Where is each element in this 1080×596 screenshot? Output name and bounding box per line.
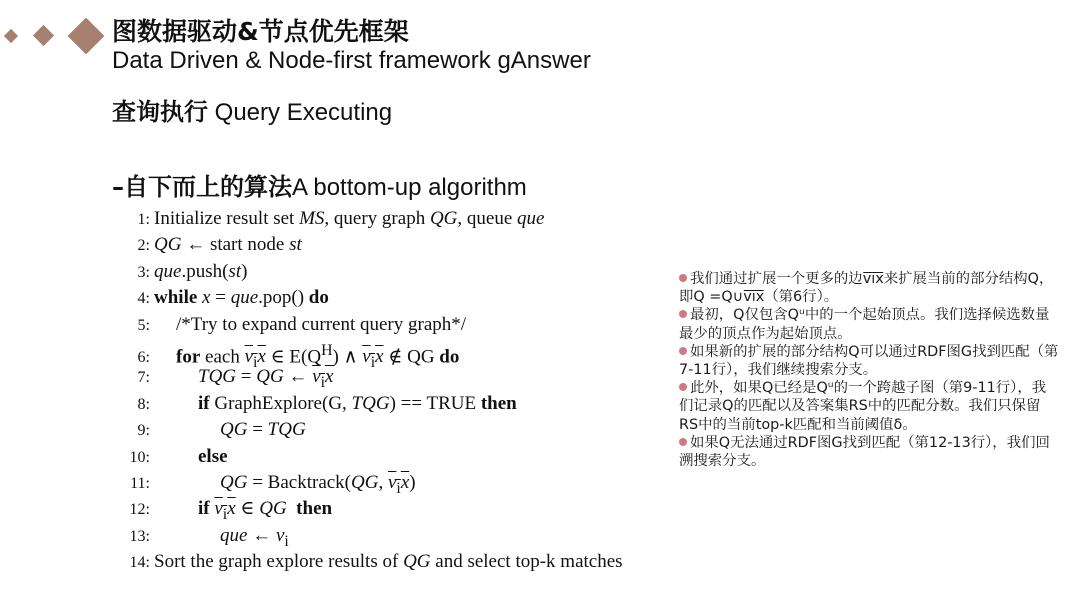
code-text: Sort the graph explore results of xyxy=(154,551,404,573)
code-sub: i xyxy=(284,532,289,550)
code-var: st xyxy=(228,260,242,282)
code-keyword: while xyxy=(154,287,198,309)
code-sub: i xyxy=(320,374,326,392)
note-text: 如果新的扩展的部分结构Q可以通过RDF图G找到匹配（第7-11行），我们继续搜索分支。 xyxy=(679,343,1059,379)
line-number: 9: xyxy=(137,422,150,440)
algorithm-line-2 xyxy=(120,232,623,258)
code-text: , xyxy=(378,471,388,493)
code-var: QG xyxy=(256,366,284,388)
section-heading-chinese: –自下而上的算法 xyxy=(112,173,292,201)
code-var: TQG xyxy=(267,419,306,441)
algorithm-line-1 xyxy=(120,206,623,232)
code-keyword: then xyxy=(480,392,517,414)
code-var: x xyxy=(400,471,410,493)
code-var: v xyxy=(362,346,371,368)
code-var: que xyxy=(220,524,248,546)
note-paragraph xyxy=(679,343,1059,379)
code-var: que xyxy=(230,287,259,309)
code-text: = xyxy=(236,366,257,388)
code-text: ) xyxy=(409,471,416,493)
code-var: QG xyxy=(154,234,182,256)
algorithm-line-5 xyxy=(120,312,623,338)
code-var: QG xyxy=(403,551,431,573)
line-number: 4: xyxy=(137,290,150,308)
note-paragraph xyxy=(679,270,1059,306)
code-text: ← xyxy=(283,366,313,388)
code-var: QG xyxy=(220,471,248,493)
code-text: Initialize result set xyxy=(154,208,300,229)
line-number: 11: xyxy=(130,474,150,492)
line-number: 14: xyxy=(129,554,150,572)
code-text: ∉ QG xyxy=(383,346,440,368)
code-keyword: do xyxy=(439,346,460,368)
note-paragraph xyxy=(679,434,1059,470)
code-text: and select top-k matches xyxy=(430,551,623,573)
slide-subtitle xyxy=(112,92,392,127)
code-var: TQG xyxy=(351,392,390,414)
code-text: .pop() xyxy=(258,287,309,309)
note-text: 最初，Q仅包含Qᵘ中的一个起始顶点。我们选择候选数量最少的顶点作为起始顶点。 xyxy=(679,307,1050,342)
algorithm-line-3 xyxy=(120,259,623,285)
code-var: x xyxy=(325,366,334,388)
bullet-dot-icon xyxy=(679,310,687,318)
algorithm-line-11 xyxy=(120,470,623,496)
subtitle-english: Query Executing xyxy=(208,99,393,126)
line-number: 13: xyxy=(129,527,150,545)
edge-vix xyxy=(214,498,236,524)
large-diamond-icon xyxy=(68,18,105,55)
code-text: = xyxy=(247,419,268,441)
code-var: v xyxy=(244,346,254,368)
code-text: .push( xyxy=(181,260,229,282)
code-text: = xyxy=(210,287,231,309)
note-paragraph xyxy=(679,379,1059,434)
bullet-dot-icon xyxy=(679,274,687,282)
code-var: QG xyxy=(429,208,458,229)
code-text: , query graph xyxy=(324,208,430,229)
algorithm-listing xyxy=(120,206,623,575)
code-text: ∈ E(Q xyxy=(265,346,322,368)
code-var: x xyxy=(227,498,236,520)
code-comment: /*Try to expand current query graph*/ xyxy=(176,313,467,335)
small-diamond-icon xyxy=(4,29,18,43)
line-number: 12: xyxy=(129,501,150,519)
subtitle-chinese: 查询执行 xyxy=(112,98,208,126)
code-var: x xyxy=(197,287,211,309)
code-text: ) == TRUE xyxy=(389,392,481,414)
note-paragraph xyxy=(679,306,1059,342)
line-number: 10: xyxy=(129,448,150,466)
line-number: 2: xyxy=(137,237,150,255)
code-sub: i xyxy=(253,354,258,372)
bullet-dot-icon xyxy=(679,438,687,446)
code-text: = Backtrack( xyxy=(247,471,352,493)
code-text: ) ∧ xyxy=(332,346,363,368)
code-keyword: if xyxy=(198,392,210,414)
code-var: que xyxy=(517,208,545,229)
note-text: 我们通过扩展一个更多的边v̅i̅x̅来扩展当前的部分结构Q，即Q =Q∪v̅i̅x̅（第6行）。 xyxy=(679,271,1054,306)
note-text: 此外，如果Q已经是Qᵘ的一个跨越子图（第9-11行），我们记录Q的匹配以及答案集RS中的匹配分数。我们只保留RS中的当前top-k匹配和当前阈值δ。 xyxy=(679,380,1047,433)
edge-vix xyxy=(387,471,410,497)
code-text: each xyxy=(200,346,245,368)
algorithm-line-12 xyxy=(120,496,623,522)
slide-title-chinese: 图数据驱动&节点优先框架 xyxy=(112,17,409,46)
code-keyword: else xyxy=(198,445,228,467)
section-heading-english: A bottom-up algorithm xyxy=(292,174,527,201)
line-number: 3: xyxy=(137,263,150,281)
code-var: TQG xyxy=(198,366,237,388)
code-sup: H xyxy=(321,341,333,359)
note-text: 如果Q无法通过RDF图G找到匹配（第12-13行），我们回溯搜索分支。 xyxy=(679,434,1050,470)
bullet-dot-icon xyxy=(679,383,687,391)
code-var: que xyxy=(154,260,182,282)
line-number: 8: xyxy=(137,395,150,413)
slide-title-english: Data Driven & Node-first framework gAnswer xyxy=(112,47,591,74)
code-keyword: if xyxy=(198,498,210,520)
code-var: v xyxy=(275,524,285,546)
code-var: st xyxy=(289,234,302,256)
code-text: GraphExplore(G, xyxy=(209,392,352,414)
code-text: ∈ xyxy=(235,498,260,520)
code-var: MS xyxy=(299,208,325,229)
section-heading xyxy=(112,167,527,202)
line-number: 6: xyxy=(137,349,150,367)
code-var: v xyxy=(312,366,321,388)
algorithm-line-7 xyxy=(120,364,623,390)
algorithm-line-8 xyxy=(120,391,623,417)
code-keyword: then xyxy=(296,498,333,520)
line-number: 5: xyxy=(137,316,150,334)
code-sub: i xyxy=(370,354,376,372)
code-var: QG xyxy=(259,498,287,520)
medium-diamond-icon xyxy=(33,25,54,46)
bullet-dot-icon xyxy=(679,347,687,355)
code-var: QG xyxy=(220,419,248,441)
algorithm-line-14 xyxy=(120,549,623,575)
algorithm-line-4 xyxy=(120,285,623,311)
code-var: x xyxy=(257,346,266,368)
line-number: 1: xyxy=(137,211,150,228)
algorithm-line-9 xyxy=(120,417,623,443)
code-text: ) xyxy=(241,260,248,282)
code-var: x xyxy=(375,346,384,368)
code-sub: i xyxy=(396,479,401,497)
explanation-notes xyxy=(679,270,1059,470)
code-text: ← start node xyxy=(181,234,290,256)
code-text: , queue xyxy=(457,208,518,229)
code-text: ← xyxy=(247,524,276,546)
line-number: 7: xyxy=(137,369,150,387)
code-keyword: for xyxy=(176,346,201,368)
code-var: QG xyxy=(351,471,379,493)
code-sub: i xyxy=(222,506,228,524)
algorithm-line-10 xyxy=(120,444,623,470)
code-var: v xyxy=(214,498,223,520)
code-keyword: do xyxy=(308,287,329,309)
algorithm-line-6 xyxy=(120,338,623,372)
code-var: v xyxy=(387,471,397,493)
algorithm-line-13 xyxy=(120,523,623,549)
edge-vix xyxy=(312,366,334,392)
